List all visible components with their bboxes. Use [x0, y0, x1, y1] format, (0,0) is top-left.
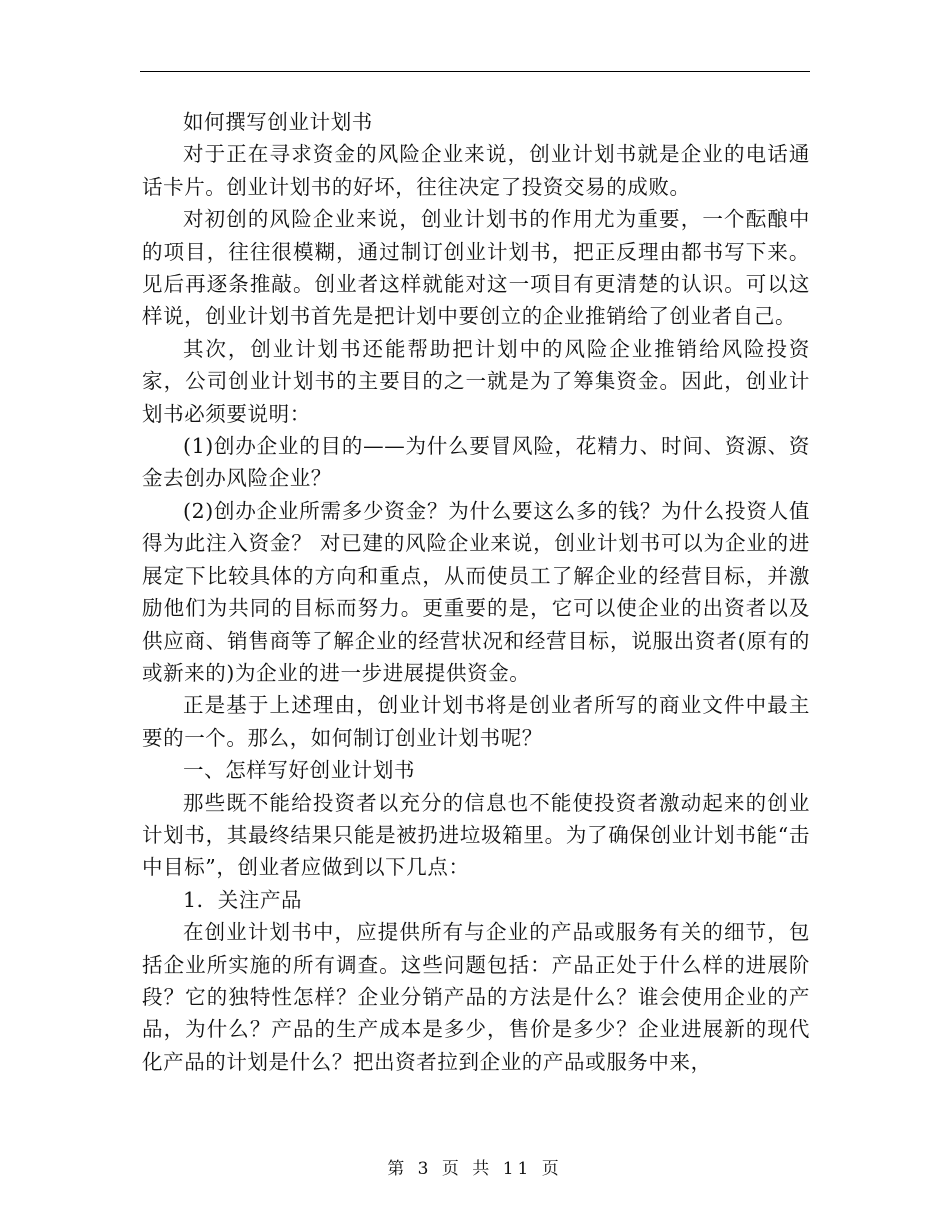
paragraph: 在创业计划书中，应提供所有与企业的产品或服务有关的细节，包括企业所实施的所有调查。这些问题包括：产品正处于什么样的进展阶段？它的独特性怎样？企业分销产品的方法是什么？谁会使用企业的产品，为什么？产品的生产成本是多少，售价是多少？企业进展新的现代化产品的计划是什么？把出资者拉到企业的产品或服务中来，: [142, 920, 810, 1074]
subsection-heading: 1．关注产品: [183, 887, 303, 912]
document-title: 如何撰写创业计划书: [183, 110, 373, 134]
paragraph: 正是基于上述理由，创业计划书将是创业者所写的商业文件中最主要的一个。那么，如何制订创业计划书呢？: [142, 693, 810, 750]
paragraph: 对初创的风险企业来说，创业计划书的作用尤为重要，一个酝酿中的项目，往往很模糊，通过制订创业计划书，把正反理由都书写下来。见后再逐条推敲。创业者这样就能对这一项目有更清楚的认识。可以这样说，创业计划书首先是把计划中要创立的企业推销给了创业者自己。: [142, 207, 810, 329]
page-number: 第 3 页 共 11 页: [387, 1159, 563, 1179]
paragraph: 其次，创业计划书还能帮助把计划中的风险企业推销给风险投资家，公司创业计划书的主要目的之一就是为了筹集资金。因此，创业计划书必须要说明：: [142, 336, 810, 426]
list-item: (1)创办企业的目的——为什么要冒风险，花精力、时间、资源、资金去创办风险企业？: [142, 434, 810, 491]
document-body: [142, 106, 810, 1078]
section-heading: 一、怎样写好创业计划书: [183, 758, 416, 783]
paragraph: 那些既不能给投资者以充分的信息也不能使投资者激动起来的创业计划书，其最终结果只能是被扔进垃圾箱里。为了确保创业计划书能“击中目标”，创业者应做到以下几点：: [142, 790, 810, 880]
paragraph: 对于正在寻求资金的风险企业来说，创业计划书就是企业的电话通话卡片。创业计划书的好坏，往往决定了投资交易的成败。: [142, 142, 810, 199]
header-rule: [140, 71, 810, 72]
list-item: (2)创办企业所需多少资金？为什么要这么多的钱？为什么投资人值得为此注入资金？ 对已建的风险企业来说，创业计划书可以为企业的进展定下比较具体的方向和重点，从而使员工了解企业的经营目标，并激励他们为共同的目标而努力。更重要的是，它可以使企业的出资者以及供应商、销售商等了解企业的经营状况和经营目标，说服出资者(原有的或新来的)为企业的进一步进展提供资金。: [142, 498, 810, 685]
